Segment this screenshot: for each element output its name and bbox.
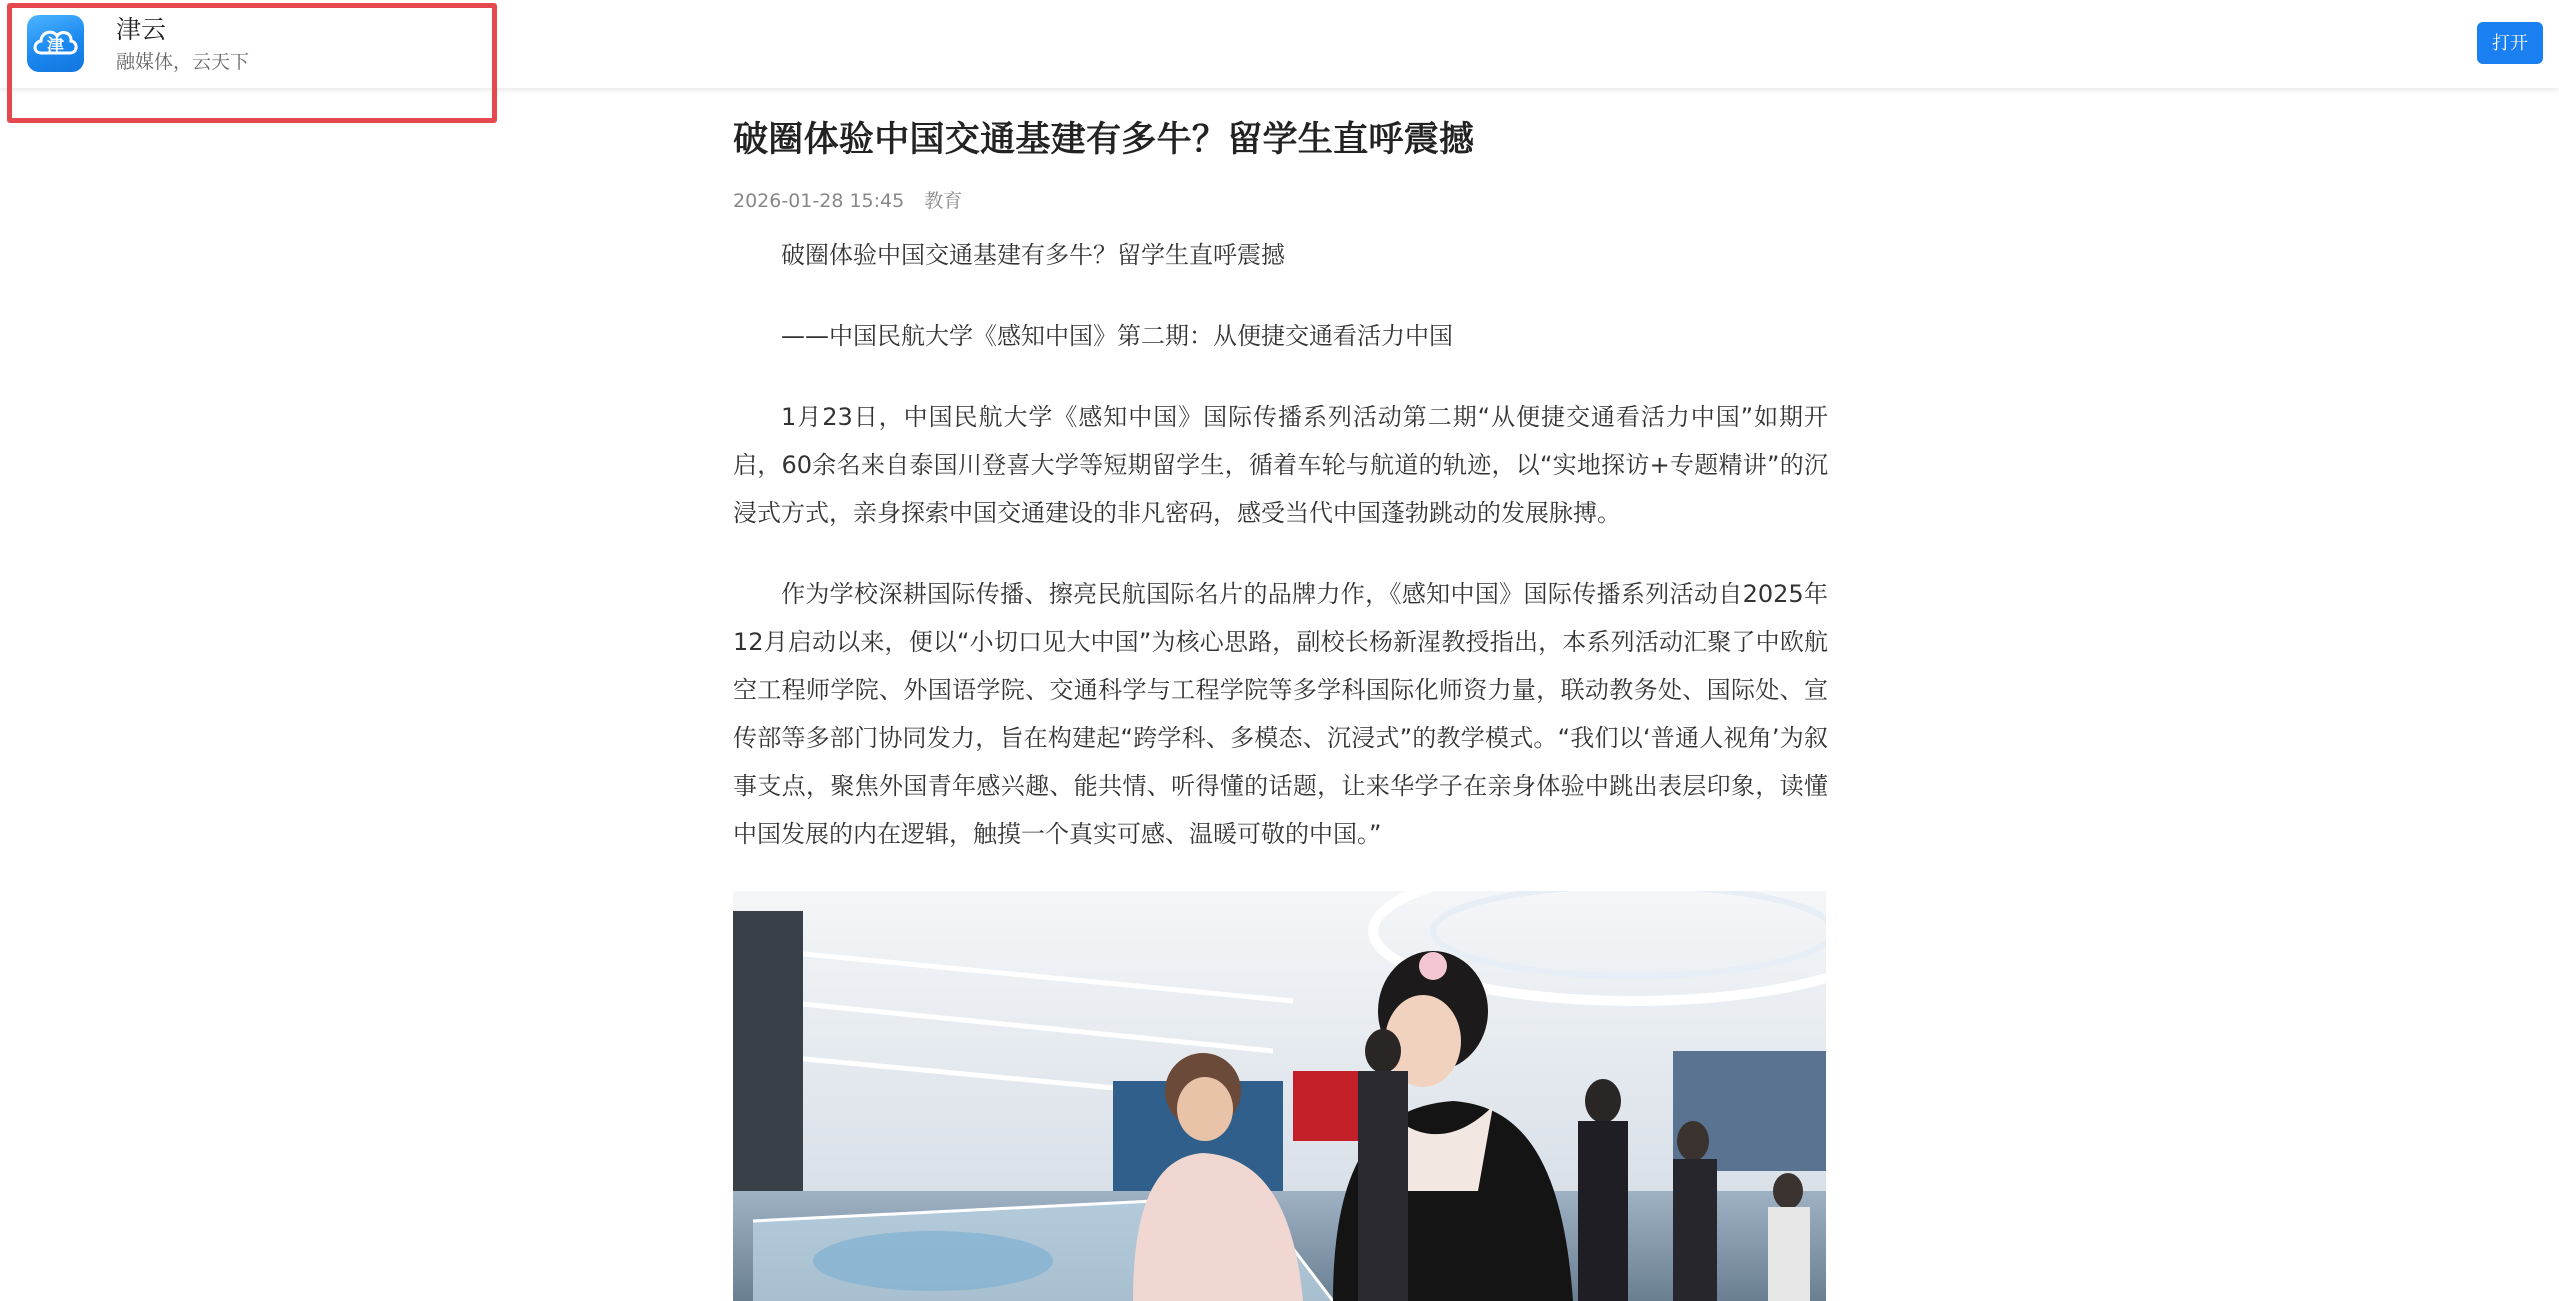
open-app-button[interactable]: 打开: [2477, 22, 2543, 64]
app-name: 津云: [116, 15, 167, 44]
app-banner: [0, 0, 2559, 88]
paragraph: ——中国民航大学《感知中国》第二期：从便捷交通看活力中国: [781, 321, 1453, 350]
app-logo-icon[interactable]: [27, 15, 84, 72]
article-body: [733, 231, 1828, 858]
logo-char: 津: [47, 36, 64, 56]
article-category[interactable]: 教育: [924, 189, 963, 212]
article: [733, 88, 1828, 1301]
article-title: 破圈体验中国交通基建有多牛？留学生直呼震撼: [733, 120, 1475, 160]
app-slogan: 融媒体，云天下: [116, 51, 250, 73]
paragraph: 破圈体验中国交通基建有多牛？留学生直呼震撼: [781, 240, 1285, 269]
article-meta: [733, 186, 1828, 213]
article-photo[interactable]: [733, 891, 1826, 1301]
paragraph: 作为学校深耕国际传播、擦亮民航国际名片的品牌力作，《感知中国》国际传播系列活动自2025年12月启动以来，便以“小切口见大中国”为核心思路，副校长杨新湦教授指出，本系列活动汇聚了中欧航空工程师学院、外国语学院、交通科学与工程学院等多学科国际化师资力量，联动教务处、国际处、宣传部等多部门协同发力，旨在构建起“跨学科、多模态、沉浸式”的教学模式。“我们以‘普通人视角’为叙事支点，聚焦外国青年感兴趣、能共情、听得懂的话题，让来华学子在亲身体验中跳出表层印象，读懂中国发展的内在逻辑，触摸一个真实可感、温暖可敬的中国。”: [733, 579, 1828, 848]
paragraph: 1月23日，中国民航大学《感知中国》国际传播系列活动第二期“从便捷交通看活力中国”如期开启，60余名来自泰国川登喜大学等短期留学生，循着车轮与航道的轨迹，以“实地探访+专题精讲”的沉浸式方式，亲身探索中国交通建设的非凡密码，感受当代中国蓬勃跳动的发展脉搏。: [733, 402, 1828, 527]
publish-date: 2026-01-28 15:45: [733, 189, 905, 212]
